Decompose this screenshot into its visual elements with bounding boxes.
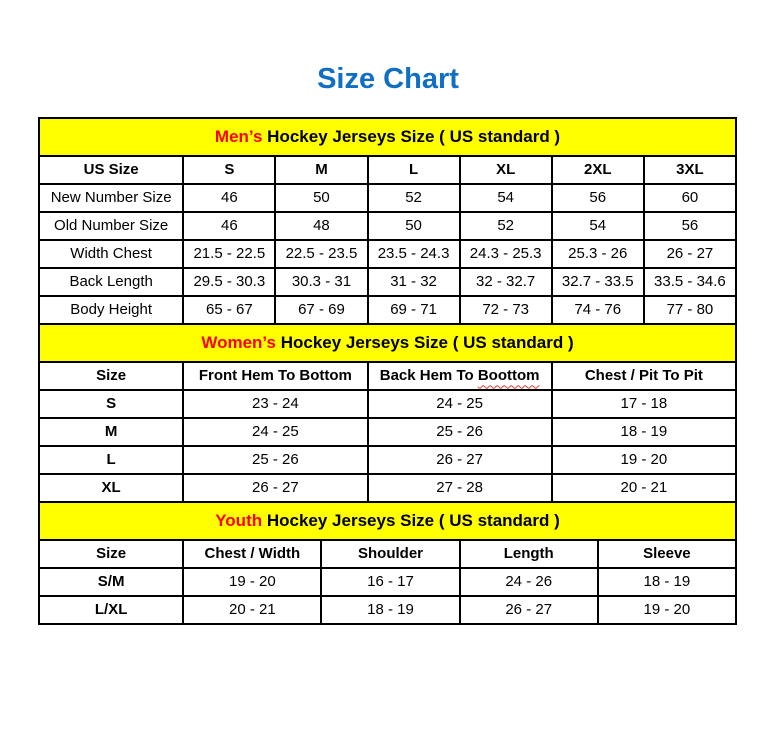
size-value: 30.3 - 31 — [275, 268, 367, 296]
row-label: Width Chest — [39, 240, 183, 268]
column-header: Front Hem To Bottom — [183, 362, 367, 390]
mens-table-row — [39, 296, 736, 324]
womens-table-row — [39, 390, 736, 418]
row-label: Body Height — [39, 296, 183, 324]
size-value: 18 - 19 — [598, 568, 736, 596]
size-value: 54 — [552, 212, 644, 240]
size-value: 26 - 27 — [644, 240, 736, 268]
column-header: S — [183, 156, 275, 184]
column-header: M — [275, 156, 367, 184]
size-value: 26 - 27 — [368, 446, 552, 474]
row-label: S — [39, 390, 183, 418]
size-value: 18 - 19 — [552, 418, 736, 446]
size-value: 23 - 24 — [183, 390, 367, 418]
size-value: 46 — [183, 184, 275, 212]
mens-section-title-highlight: Men’s — [214, 126, 263, 146]
mens-table-row — [39, 268, 736, 296]
size-value: 24 - 25 — [183, 418, 367, 446]
mens-table-row — [39, 240, 736, 268]
mens-table-row — [39, 184, 736, 212]
womens-table-row — [39, 418, 736, 446]
column-header: Shoulder — [321, 540, 459, 568]
column-header: Sleeve — [598, 540, 736, 568]
size-value: 74 - 76 — [552, 296, 644, 324]
row-label: New Number Size — [39, 184, 183, 212]
size-value: 54 — [460, 184, 552, 212]
page-title: Size Chart — [317, 63, 459, 95]
column-header: Size — [39, 540, 183, 568]
size-value: 69 - 71 — [368, 296, 460, 324]
size-value: 17 - 18 — [552, 390, 736, 418]
womens-section-title-highlight: Women’s — [201, 332, 276, 352]
row-label: M — [39, 418, 183, 446]
row-label: Old Number Size — [39, 212, 183, 240]
column-header: US Size — [39, 156, 183, 184]
column-header: 3XL — [644, 156, 736, 184]
size-value: 27 - 28 — [368, 474, 552, 502]
size-value: 26 - 27 — [460, 596, 598, 624]
size-value: 77 - 80 — [644, 296, 736, 324]
column-header: 2XL — [552, 156, 644, 184]
size-value: 50 — [275, 184, 367, 212]
size-value: 24 - 26 — [460, 568, 598, 596]
size-value: 67 - 69 — [275, 296, 367, 324]
column-header: Length — [460, 540, 598, 568]
womens-section-title: Women’s Hockey Jerseys Size ( US standard ) — [39, 324, 736, 362]
youth-header-row — [39, 540, 736, 568]
womens-table-row — [39, 474, 736, 502]
size-value: 25 - 26 — [183, 446, 367, 474]
misspelled-word: Boottom — [477, 367, 540, 385]
size-value: 33.5 - 34.6 — [644, 268, 736, 296]
size-value: 56 — [552, 184, 644, 212]
youth-section-title: Youth Hockey Jerseys Size ( US standard ) — [39, 502, 736, 540]
size-value: 32 - 32.7 — [460, 268, 552, 296]
size-value: 20 - 21 — [552, 474, 736, 502]
size-value: 52 — [368, 184, 460, 212]
mens-size-table — [38, 117, 737, 325]
column-header: Chest / Pit To Pit — [552, 362, 736, 390]
size-value: 60 — [644, 184, 736, 212]
womens-table-row — [39, 446, 736, 474]
size-value: 24.3 - 25.3 — [460, 240, 552, 268]
youth-table-row — [39, 596, 736, 624]
size-value: 72 - 73 — [460, 296, 552, 324]
row-label: Back Length — [39, 268, 183, 296]
youth-size-table — [38, 501, 737, 625]
column-header: Size — [39, 362, 183, 390]
size-value: 21.5 - 22.5 — [183, 240, 275, 268]
row-label: L — [39, 446, 183, 474]
column-header: Chest / Width — [183, 540, 321, 568]
size-tables — [38, 117, 737, 625]
youth-section-title-highlight: Youth — [215, 510, 263, 530]
size-value: 31 - 32 — [368, 268, 460, 296]
mens-header-row — [39, 156, 736, 184]
size-value: 18 - 19 — [321, 596, 459, 624]
size-value: 16 - 17 — [321, 568, 459, 596]
size-value: 26 - 27 — [183, 474, 367, 502]
size-value: 65 - 67 — [183, 296, 275, 324]
womens-header-row — [39, 362, 736, 390]
size-value: 29.5 - 30.3 — [183, 268, 275, 296]
size-value: 50 — [368, 212, 460, 240]
size-value: 52 — [460, 212, 552, 240]
row-label: XL — [39, 474, 183, 502]
size-value: 56 — [644, 212, 736, 240]
column-header: L — [368, 156, 460, 184]
row-label: S/M — [39, 568, 183, 596]
size-value: 19 - 20 — [552, 446, 736, 474]
column-header: Back Hem To Boottom — [368, 362, 552, 390]
size-value: 32.7 - 33.5 — [552, 268, 644, 296]
size-value: 48 — [275, 212, 367, 240]
size-value: 24 - 25 — [368, 390, 552, 418]
column-header: XL — [460, 156, 552, 184]
size-value: 25 - 26 — [368, 418, 552, 446]
size-value: 22.5 - 23.5 — [275, 240, 367, 268]
size-value: 46 — [183, 212, 275, 240]
mens-section-title: Men’s Hockey Jerseys Size ( US standard ) — [39, 118, 736, 156]
size-value: 19 - 20 — [598, 596, 736, 624]
size-value: 23.5 - 24.3 — [368, 240, 460, 268]
mens-table-row — [39, 212, 736, 240]
womens-size-table — [38, 323, 737, 503]
youth-table-row — [39, 568, 736, 596]
row-label: L/XL — [39, 596, 183, 624]
size-value: 20 - 21 — [183, 596, 321, 624]
size-value: 19 - 20 — [183, 568, 321, 596]
size-value: 25.3 - 26 — [552, 240, 644, 268]
